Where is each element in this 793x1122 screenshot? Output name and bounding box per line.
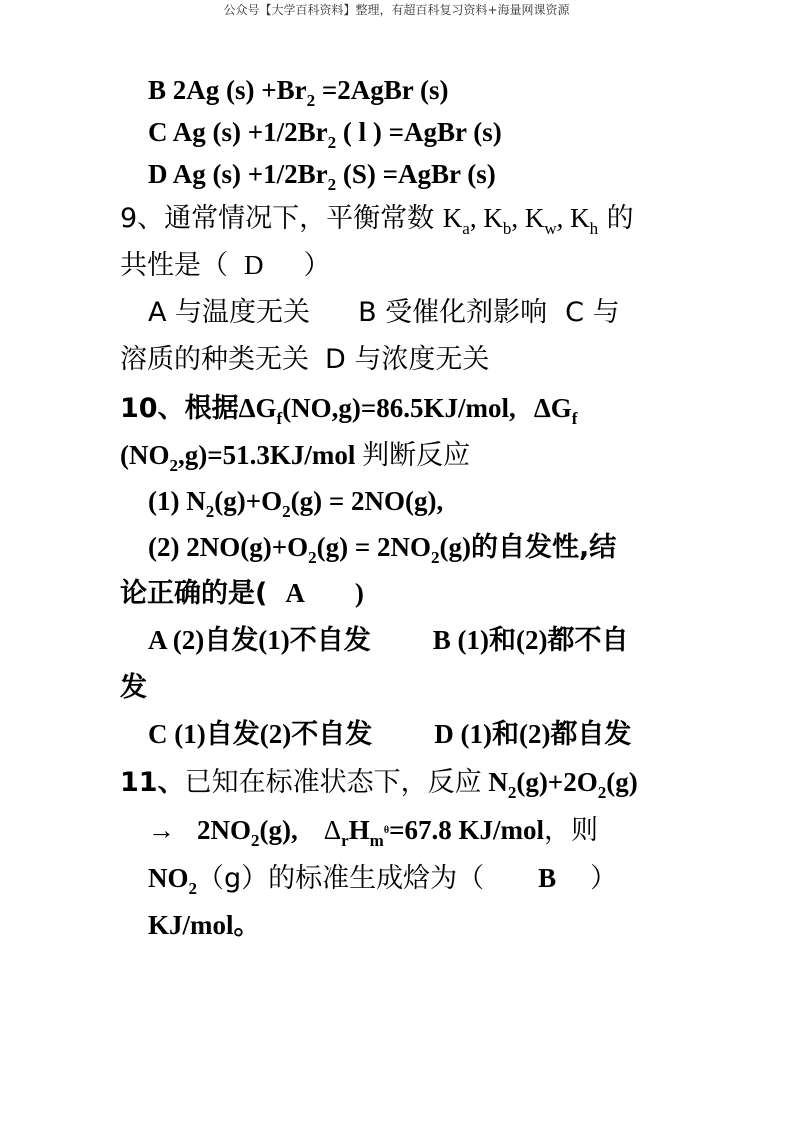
q10-options-line1 bbox=[148, 622, 628, 659]
q9-options-line2: 溶质的种类无关 D 与浓度无关 bbox=[120, 344, 490, 375]
q8-option-c: C Ag $(s) +1/2Br_2$ ( l ) =AgBr (s) bbox=[148, 117, 502, 152]
q10-option-a: A (2)自发(1)不自发 bbox=[148, 625, 371, 656]
q10-options-line3 bbox=[148, 716, 631, 753]
q11-answer: B bbox=[538, 863, 557, 893]
q9-option-c: C 与 bbox=[565, 297, 620, 328]
q10-option-d: D (1)和(2)都自发 bbox=[434, 719, 632, 750]
q8-option-b: B 2Ag $(s) +Br_2$ =2AgBr (s) bbox=[148, 75, 449, 110]
q10-option-c: C (1)自发(2)不自发 bbox=[148, 719, 373, 750]
arrow-icon: → bbox=[148, 815, 175, 845]
q8-option-d: D Ag $(s) +1/2Br_2$ (S) =AgBr (s) bbox=[148, 159, 496, 194]
q9-stem-line2: 共性是（ D ） bbox=[120, 250, 331, 281]
q9-option-b: B 受催化剂影响 bbox=[358, 297, 548, 328]
q9-option-a: A 与温度无关 bbox=[148, 297, 311, 328]
q9-option-d: D 与浓度无关 bbox=[325, 344, 490, 375]
q9-stem-line1: 9、通常情况下，平衡常数 $K_a$, $K_b$, $K_w$, $K_h$ 的 bbox=[120, 203, 634, 238]
q10-reaction-1: (1) $N_2(g)+O_2(g) = 2NO(g)$, bbox=[148, 486, 444, 521]
q10-option-b: B (1)和(2)都不自 bbox=[432, 625, 629, 656]
q11-stem-line4: KJ/mol。 bbox=[148, 910, 261, 940]
q10-options-line2: 发 bbox=[120, 672, 147, 703]
q10-answer: A bbox=[285, 578, 305, 608]
q11-stem-line1: 11、已知在标准状态下，反应 $N_2(g)+2O_2(g)$ bbox=[120, 767, 638, 802]
q10-reaction-2: (2) $2NO(g)+O_2(g) = 2NO_2(g)$的自发性,结 bbox=[148, 532, 617, 567]
q9-answer: D bbox=[244, 250, 264, 280]
q9-options-line1 bbox=[148, 294, 620, 331]
q10-stem-line1: 10、根据$\Delta G_f(NO,g)=86.5KJ$/mol, $\Delta G_f$ bbox=[120, 393, 578, 428]
q11-stem-line3: $NO_2(g)$的标准生成焓为（ B ） bbox=[148, 863, 618, 898]
q11-stem-line2: → $2NO_2(g)$, $\Delta_rH_m^\theta=67.8$ KJ/mol，则 bbox=[148, 815, 598, 850]
q10-stem-line5: 论正确的是( A ) bbox=[120, 578, 364, 609]
q10-stem-line2: $(NO_2,g)=51.3KJ$/mol 判断反应 bbox=[120, 440, 471, 475]
page-header: 公众号【大学百科资料】整理，有超百科复习资料+海量网课资源 bbox=[223, 3, 570, 17]
